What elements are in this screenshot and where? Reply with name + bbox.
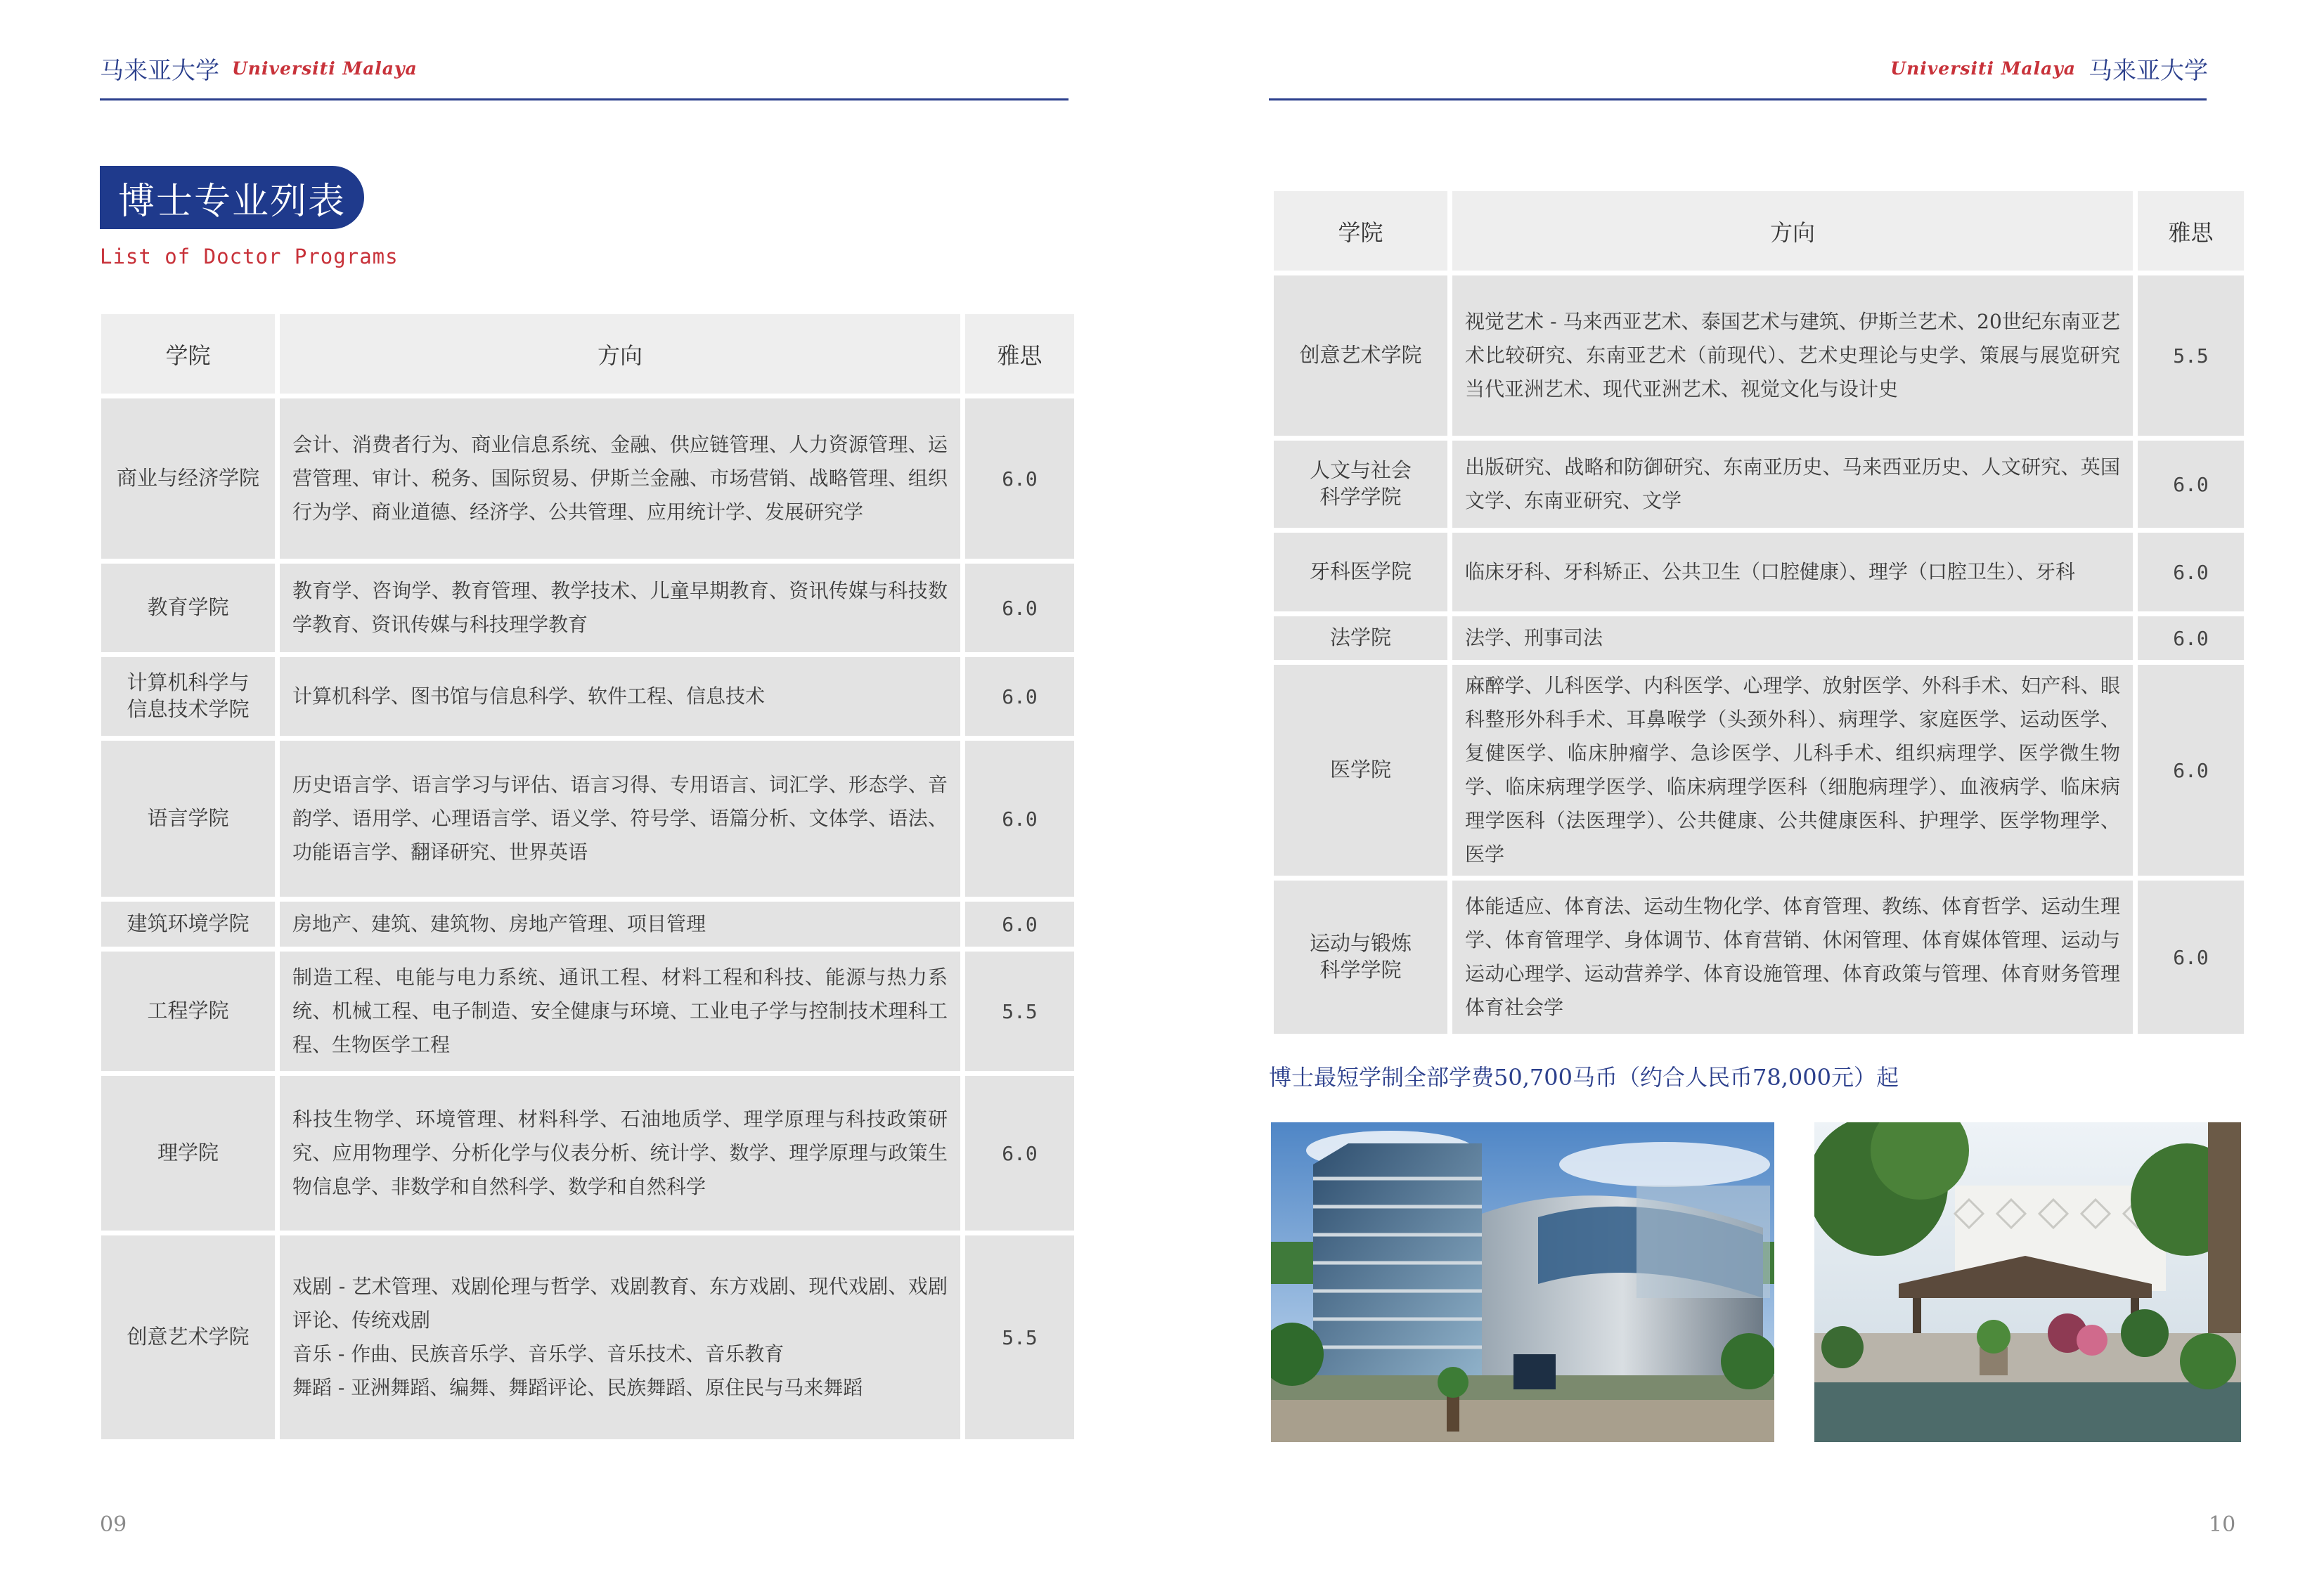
header-rule bbox=[100, 98, 1069, 100]
table-row bbox=[1274, 881, 2244, 1034]
section-title: 博士专业列表 bbox=[100, 166, 364, 229]
tuition-fee-note: 博士最短学制全部学费50,700马币（约合人民币78,000元）起 bbox=[1269, 1064, 1899, 1091]
campus-photo-mosque-garden-art bbox=[1814, 1122, 2241, 1442]
ielts-cell: 6.0 bbox=[2138, 881, 2244, 1034]
doctor-programs-table-left bbox=[96, 309, 1079, 1444]
header-university-script: Universiti Malaya bbox=[232, 58, 418, 79]
campus-photo-modern-building-art bbox=[1271, 1122, 1774, 1442]
header-university-script: Universiti Malaya bbox=[1890, 58, 2076, 79]
ielts-cell: 6.0 bbox=[2138, 533, 2244, 611]
table-row bbox=[101, 741, 1074, 897]
college-cell: 创意艺术学院 bbox=[101, 1235, 275, 1439]
table-row bbox=[101, 952, 1074, 1071]
fields-cell: 戏剧 - 艺术管理、戏剧伦理与哲学、戏剧教育、东方戏剧、现代戏剧、戏剧评论、传统戏剧 音乐 - 作曲、民族音乐学、音乐学、音乐技术、音乐教育 舞蹈 - 亚洲舞蹈、编舞、舞蹈评论、民族舞蹈、原住民与马来舞蹈 bbox=[280, 1235, 960, 1439]
header-ielts: 雅思 bbox=[965, 314, 1074, 394]
ielts-cell: 6.0 bbox=[965, 657, 1074, 736]
header-college: 学院 bbox=[1274, 191, 1447, 271]
fields-cell: 会计、消费者行为、商业信息系统、金融、供应链管理、人力资源管理、运营管理、审计、税务、国际贸易、伊斯兰金融、市场营销、战略管理、组织行为学、商业道德、经济学、公共管理、应用统计学、发展研究学 bbox=[280, 398, 960, 559]
ielts-cell: 6.0 bbox=[965, 398, 1074, 559]
ielts-cell: 6.0 bbox=[965, 1076, 1074, 1231]
table-row bbox=[101, 1235, 1074, 1439]
table-row bbox=[1274, 665, 2244, 876]
header-university-cn: 马来亚大学 bbox=[2089, 56, 2208, 85]
college-cell: 教育学院 bbox=[101, 564, 275, 652]
table-row bbox=[101, 564, 1074, 652]
fields-cell: 麻醉学、儿科医学、内科医学、心理学、放射医学、外科手术、妇产科、眼科整形外科手术、耳鼻喉学（头颈外科）、病理学、家庭医学、运动医学、复健医学、临床肿瘤学、急诊医学、儿科手术、组织病理学、医学微生物学、临床病理学医学、临床病理学医科（细胞病理学）、血液病学、临床病理学医科（法医理学）、公共健康、公共健康医科、护理学、医学物理学、医学 bbox=[1452, 665, 2133, 876]
header-ielts: 雅思 bbox=[2138, 191, 2244, 271]
ielts-cell: 6.0 bbox=[2138, 616, 2244, 660]
header-fields: 方向 bbox=[280, 314, 960, 394]
right-header bbox=[1890, 51, 2208, 86]
ielts-cell: 6.0 bbox=[965, 902, 1074, 947]
table-row bbox=[1274, 441, 2244, 528]
campus-photo-mosque-garden bbox=[1814, 1122, 2241, 1442]
fields-cell: 教育学、咨询学、教育管理、教学技术、儿童早期教育、资讯传媒与科技数学教育、资讯传媒与科技理学教育 bbox=[280, 564, 960, 652]
college-cell: 计算机科学与 信息技术学院 bbox=[101, 657, 275, 736]
college-cell: 工程学院 bbox=[101, 952, 275, 1071]
table-header-row bbox=[101, 314, 1074, 394]
fields-cell: 科技生物学、环境管理、材料科学、石油地质学、理学原理与科技政策研究、应用物理学、分析化学与仪表分析、统计学、数学、理学原理与政策生物信息学、非数学和自然科学、数学和自然科学 bbox=[280, 1076, 960, 1231]
ielts-cell: 5.5 bbox=[965, 952, 1074, 1071]
fields-cell: 法学、刑事司法 bbox=[1452, 616, 2133, 660]
college-cell: 商业与经济学院 bbox=[101, 398, 275, 559]
ielts-cell: 6.0 bbox=[2138, 441, 2244, 528]
table-row bbox=[1274, 533, 2244, 611]
left-header bbox=[100, 51, 418, 86]
campus-photo-modern-building bbox=[1271, 1122, 1774, 1442]
college-cell: 创意艺术学院 bbox=[1274, 275, 1447, 436]
ielts-cell: 6.0 bbox=[2138, 665, 2244, 876]
college-cell: 理学院 bbox=[101, 1076, 275, 1231]
doctor-programs-table-right bbox=[1269, 186, 2249, 1039]
table-row bbox=[101, 398, 1074, 559]
college-cell: 法学院 bbox=[1274, 616, 1447, 660]
header-college: 学院 bbox=[101, 314, 275, 394]
college-cell: 人文与社会 科学学院 bbox=[1274, 441, 1447, 528]
college-cell: 建筑环境学院 bbox=[101, 902, 275, 947]
ielts-cell: 5.5 bbox=[2138, 275, 2244, 436]
table-row bbox=[1274, 616, 2244, 660]
fields-cell: 视觉艺术 - 马来西亚艺术、泰国艺术与建筑、伊斯兰艺术、20世纪东南亚艺术比较研究、东南亚艺术（前现代）、艺术史理论与史学、策展与展览研究当代亚洲艺术、现代亚洲艺术、视觉文化与设计史 bbox=[1452, 275, 2133, 436]
fields-cell: 计算机科学、图书馆与信息科学、软件工程、信息技术 bbox=[280, 657, 960, 736]
college-cell: 医学院 bbox=[1274, 665, 1447, 876]
fields-cell: 历史语言学、语言学习与评估、语言习得、专用语言、词汇学、形态学、音韵学、语用学、心理语言学、语义学、符号学、语篇分析、文体学、语法、功能语言学、翻译研究、世界英语 bbox=[280, 741, 960, 897]
section-subtitle: List of Doctor Programs bbox=[100, 245, 399, 268]
fields-cell: 临床牙科、牙科矫正、公共卫生（口腔健康）、理学（口腔卫生）、牙科 bbox=[1452, 533, 2133, 611]
ielts-cell: 6.0 bbox=[965, 564, 1074, 652]
table-row bbox=[1274, 275, 2244, 436]
table-row bbox=[101, 657, 1074, 736]
fields-cell: 房地产、建筑、建筑物、房地产管理、项目管理 bbox=[280, 902, 960, 947]
fields-cell: 制造工程、电能与电力系统、通讯工程、材料工程和科技、能源与热力系统、机械工程、电子制造、安全健康与环境、工业电子学与控制技术理科工程、生物医学工程 bbox=[280, 952, 960, 1071]
header-fields: 方向 bbox=[1452, 191, 2133, 271]
table-header-row bbox=[1274, 191, 2244, 271]
table-row bbox=[101, 902, 1074, 947]
page-number-right: 10 bbox=[2209, 1512, 2236, 1537]
ielts-cell: 6.0 bbox=[965, 741, 1074, 897]
college-cell: 运动与锻炼 科学学院 bbox=[1274, 881, 1447, 1034]
college-cell: 语言学院 bbox=[101, 741, 275, 897]
page-number-left: 09 bbox=[100, 1512, 127, 1537]
ielts-cell: 5.5 bbox=[965, 1235, 1074, 1439]
header-rule bbox=[1269, 98, 2207, 100]
fields-cell: 出版研究、战略和防御研究、东南亚历史、马来西亚历史、人文研究、英国文学、东南亚研究、文学 bbox=[1452, 441, 2133, 528]
header-university-cn: 马来亚大学 bbox=[100, 56, 219, 85]
college-cell: 牙科医学院 bbox=[1274, 533, 1447, 611]
fields-cell: 体能适应、体育法、运动生物化学、体育管理、教练、体育哲学、运动生理学、体育管理学、身体调节、体育营销、休闲管理、体育媒体管理、运动与运动心理学、运动营养学、体育设施管理、体育政策与管理、体育财务管理体育社会学 bbox=[1452, 881, 2133, 1034]
table-row bbox=[101, 1076, 1074, 1231]
